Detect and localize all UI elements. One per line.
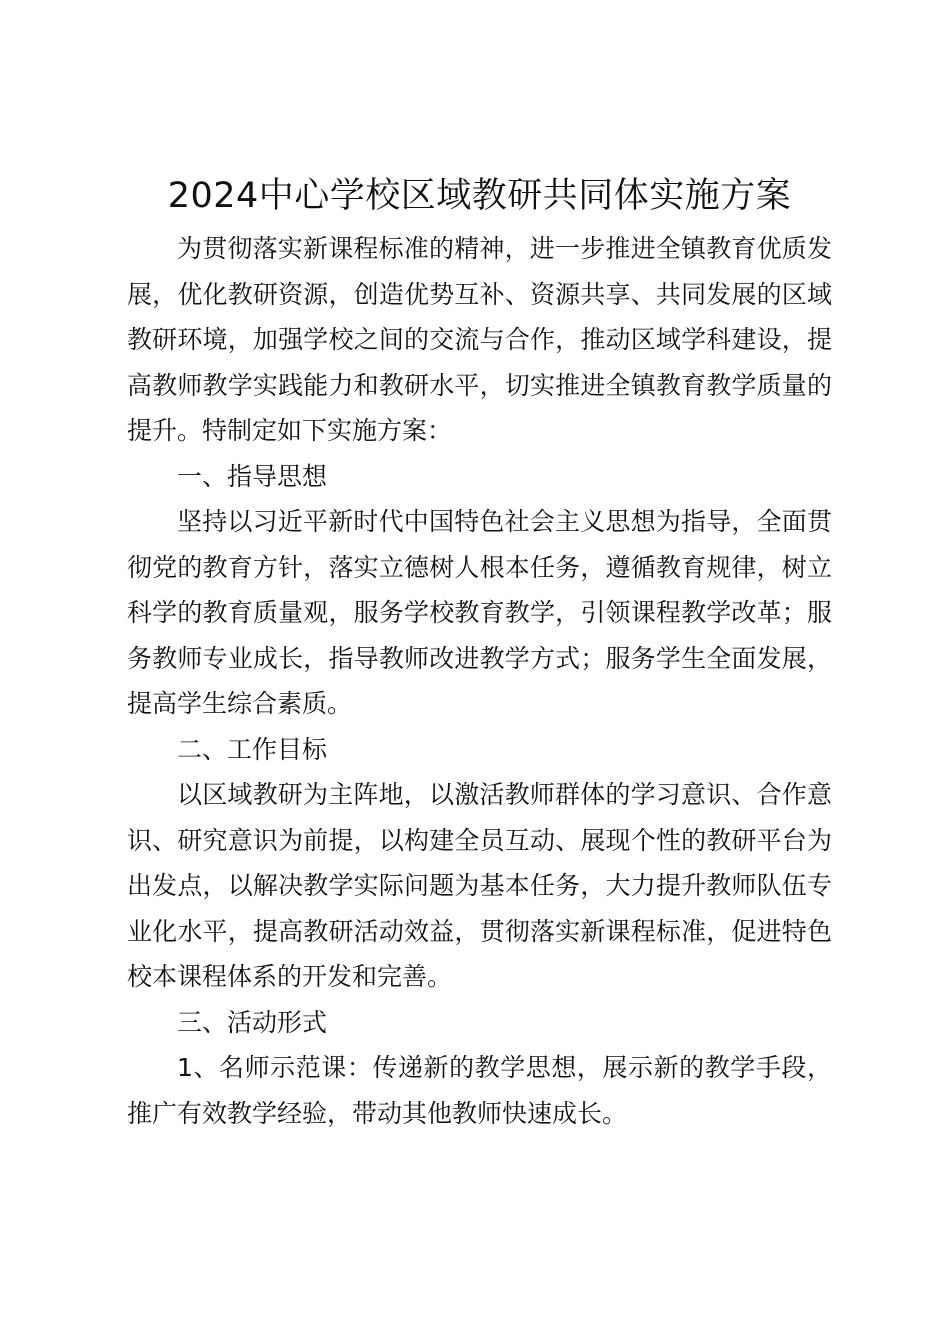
section-paragraph: 1、名师示范课：传递新的教学思想，展示新的教学手段，推广有效教学经验，带动其他教师快速成长。	[127, 1053, 832, 1128]
section-activity-forms	[127, 1000, 832, 1137]
section-heading: 一、指导思想	[177, 461, 328, 491]
section-guiding-ideology	[127, 454, 832, 727]
document-title: 2024中心学校区域教研共同体实施方案	[167, 176, 792, 216]
section-paragraph: 以区域教研为主阵地，以激活教师群体的学习意识、合作意识、研究意识为前提，以构建全员互动、展现个性的教研平台为出发点，以解决教学实际问题为基本任务，大力提升教师队伍专业化水平，提高教研活动效益，贯彻落实新课程标准，促进特色校本课程体系的开发和完善。	[127, 780, 832, 991]
section-heading: 二、工作目标	[177, 734, 328, 764]
section-heading: 三、活动形式	[177, 1007, 328, 1037]
section-work-goals	[127, 727, 832, 1000]
section-paragraph: 坚持以习近平新时代中国特色社会主义思想为指导，全面贯彻党的教育方针，落实立德树人根本任务，遵循教育规律，树立科学的教育质量观，服务学校教育教学，引领课程教学改革；服务教师专业成长，指导教师改进教学方式；服务学生全面发展，提高学生综合素质。	[127, 507, 832, 718]
intro-paragraph: 为贯彻落实新课程标准的精神，进一步推进全镇教育优质发展，优化教研资源，创造优势互补、资源共享、共同发展的区域教研环境，加强学校之间的交流与合作，推动区域学科建设，提高教师教学实践能力和教研水平，切实推进全镇教育教学质量的提升。特制定如下实施方案：	[127, 234, 832, 445]
document-body	[127, 170, 832, 1136]
